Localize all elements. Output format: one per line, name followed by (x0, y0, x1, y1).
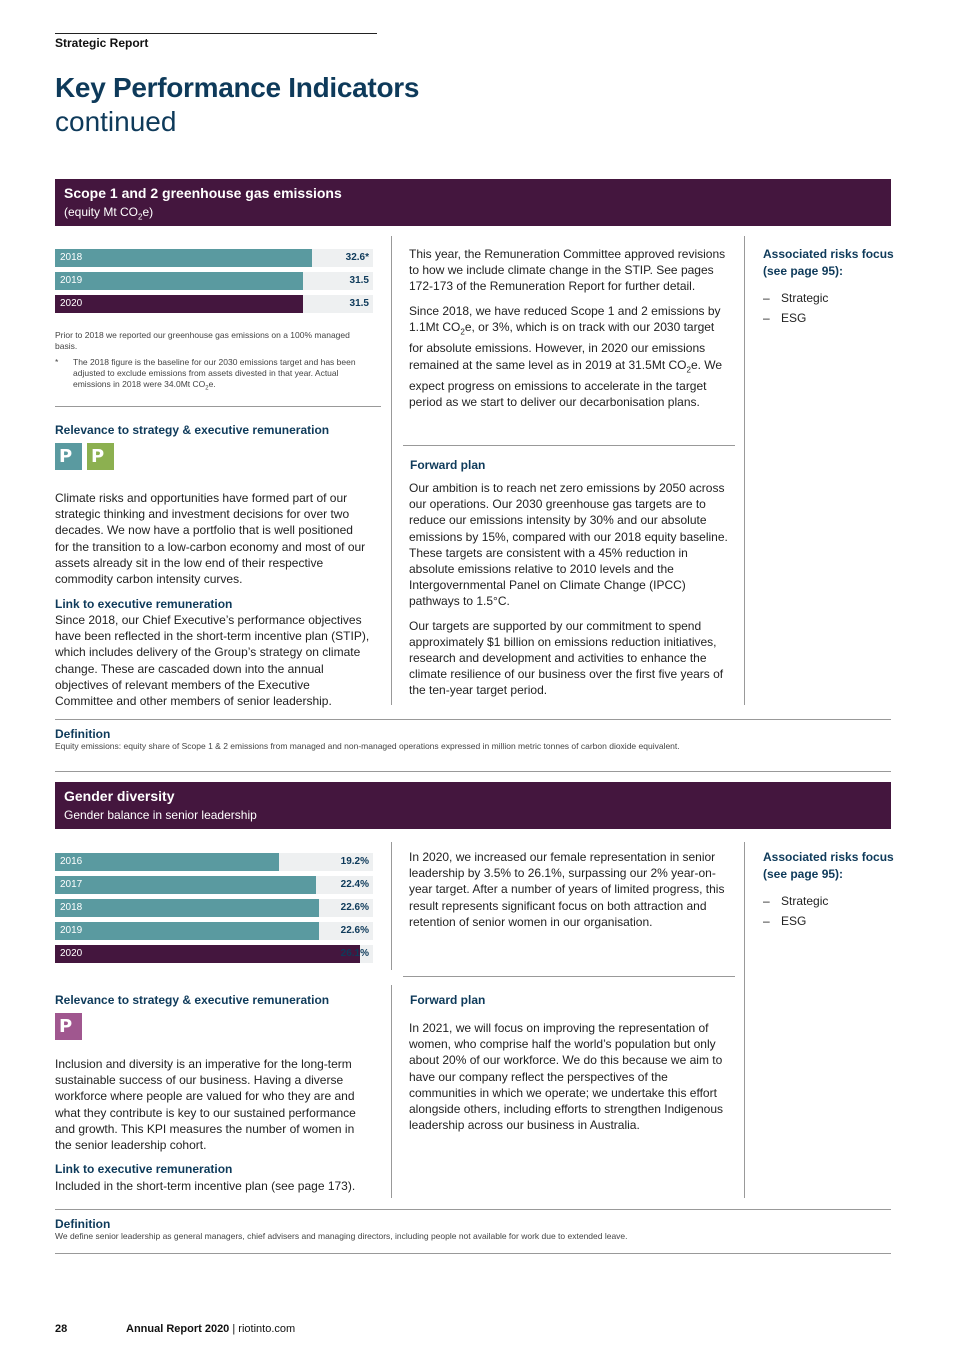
ghg-definition-text: Equity emissions: equity share of Scope 1 & 2 emissions from managed and non-managed operations expressed in million metric tonnes of carbon dioxide equivalent. (55, 741, 680, 751)
gender-badge-p-purple: P (55, 1013, 82, 1040)
gender-bar-label-2016: 2016 (60, 856, 83, 867)
gender-relevance-heading: Relevance to strategy & executive remuneration (55, 993, 330, 1007)
list-item: – ESG (763, 311, 807, 325)
ghg-bar-row-2020 (55, 295, 373, 313)
gender-link-heading: Link to executive remuneration (55, 1162, 233, 1176)
ghg-mid-p1: This year, the Remuneration Committee approved revisions to how we include climate change in the STIP. See pages 172-173 of the Remuneration Report for further detail. (409, 247, 726, 294)
ghg-forward-text (409, 480, 731, 707)
ghg-forward-heading: Forward plan (410, 458, 486, 472)
gender-forward-text: In 2021, we will focus on improving the representation of women, who comprise half the world’s population but only about 20% of our workforce. We do this because we aim to have our company reflect the perspectives of the communities in which we operate; we undertake this effort alongside others, including efforts to strengthen Indigenous leadership across our business in Australia. (409, 1021, 723, 1133)
ghg-badge-p-teal: P (55, 443, 82, 470)
ghg-left-divider (55, 406, 381, 407)
ghg-mid-text (409, 246, 729, 419)
ghg-subtitle: (equity Mt $CO_2e$) (64, 205, 154, 222)
ghg-note: Prior to 2018 we reported our greenhouse gas emissions on a 100% managed basis. (55, 330, 350, 351)
ghg-bar-value-2018: 32.6* (345, 252, 369, 263)
gender-definition-text: We define senior leadership as general managers, chief advisers and managing directors, including people not available for work due to extended leave. (55, 1231, 628, 1241)
ghg-bar-2018 (55, 249, 312, 267)
gender-link-text: Included in the short-term incentive plan (see page 173). (55, 1179, 356, 1193)
list-item: – Strategic (763, 894, 829, 908)
section-label: Strategic Report (55, 36, 149, 50)
gender-bar-2020 (55, 945, 360, 963)
ghg-bar-2020 (55, 295, 303, 313)
ghg-definition-heading: Definition (55, 727, 111, 741)
ghg-bar-value-2019: 31.5 (349, 275, 369, 286)
list-item: – ESG (763, 914, 807, 928)
gender-bar-label-2019: 2019 (60, 925, 83, 936)
ghg-link-text: Since 2018, our Chief Executive’s performance objectives have been reflected in the short-term incentive plan (STIP), which includes delivery of the Group’s strategy on climate change. These are cascaded down into the annual objectives of relevant members of the Executive Committee and other members of senior leadership. (55, 613, 370, 709)
gender-bar-label-2017: 2017 (60, 879, 83, 890)
gender-bar-2019 (55, 922, 319, 940)
gender-bar-value-2020: 26.1% (340, 948, 369, 959)
gender-header-band (55, 782, 891, 829)
gender-bar-value-2018: 22.6% (340, 902, 369, 913)
gender-risks-list (763, 891, 828, 931)
gender-title: Gender diversity (64, 788, 175, 804)
gender-bar-value-2019: 22.6% (340, 925, 369, 936)
ghg-column-divider-1 (391, 236, 392, 705)
ghg-forward-p1: Our ambition is to reach net zero emissions by 2050 across our operations. Our 2030 greenhouse gas targets are to reduce our emissions intensity by 30% and our absolute emissions by 15%, compared with our 2018 equity baseline. These targets are consistent with a 45% reduction in absolute emissions relative to 2010 levels and the Intergovernmental Panel on Climate Change (IPCC) pathways to 1.5°C. (409, 481, 728, 609)
ghg-bar-2019 (55, 272, 303, 290)
footer-text: Annual Report 2020 | riotinto.com (126, 1323, 296, 1335)
gender-risks-heading: Associated risks focus (see page 95): (763, 850, 894, 881)
ghg-mid-divider (403, 445, 735, 446)
ghg-forward-p2: Our targets are supported by our commitment to spend approximately $1 billion on emissions reduction initiatives, research and development and activities to enhance the climate resilience of our business over the first five years of the ten-year target period. (409, 618, 724, 698)
page-number: 28 (55, 1323, 68, 1335)
header-rule (55, 33, 377, 34)
gender-bar-label-2018: 2018 (60, 902, 83, 913)
ghg-header-band (55, 179, 891, 226)
ghg-definition-rule-bottom (55, 771, 891, 772)
gender-bar-row-2018 (55, 899, 373, 917)
gender-column-divider-1a (391, 842, 392, 970)
ghg-bar-row-2019 (55, 272, 373, 290)
gender-forward-heading: Forward plan (410, 993, 486, 1007)
ghg-relevance-text: Climate risks and opportunities have formed part of our strategic thinking and investment decisions for over two decades. We now have a portfolio that is well positioned for the transition to a low-carbon economy and most of our assets already sit in the low end of their respective commodity carbon intensity curves. (55, 491, 366, 587)
gender-mid-divider (403, 976, 735, 977)
list-item: – Strategic (763, 291, 829, 305)
gender-bar-value-2016: 19.2% (340, 856, 369, 867)
ghg-mid-p2: Since 2018, we have reduced Scope 1 and 2 emissions by 1.1Mt $CO_2e$, or 3%, which is on track with our 2030 target for absolute emissions. However, in 2020 our emissions remained at the same level as in 2019 at 31.5Mt $CO_2e$. We expect progress on emissions to accelerate in the target period as we start to deliver our decarbonisation plans. (409, 303, 723, 410)
page-subtitle: continued (55, 106, 177, 137)
gender-bar-row-2020 (55, 945, 373, 963)
gender-bar-row-2016 (55, 853, 373, 871)
ghg-title: Scope 1 and 2 greenhouse gas emissions (64, 185, 342, 201)
gender-bar-2018 (55, 899, 319, 917)
ghg-bar-label-2019: 2019 (60, 275, 83, 286)
ghg-badge-p-green: P (87, 443, 114, 470)
ghg-column-divider-2 (744, 236, 745, 705)
gender-subtitle: Gender balance in senior leadership (64, 808, 257, 822)
gender-mid-text: In 2020, we increased our female representation in senior leadership by 3.5% to 26.1%, surpassing our 2% year-on-year target. After a number of years of limited progress, this result represents significant focus on both attraction and retention of senior women in our organisation. (409, 850, 725, 929)
ghg-bar-label-2020: 2020 (60, 298, 83, 309)
ghg-relevance-heading: Relevance to strategy & executive remuneration (55, 423, 330, 437)
gender-definition-heading: Definition (55, 1217, 111, 1231)
gender-bar-label-2020: 2020 (60, 948, 83, 959)
gender-definition-rule-bottom (55, 1253, 891, 1254)
ghg-footnote: * The 2018 figure is the baseline for our 2030 emissions target and has been adjusted to exclude emissions from assets divested in that year. Actual emissions in 2018 were 34.0Mt $CO_2e$. (55, 357, 356, 392)
gender-column-divider-2 (744, 842, 745, 1198)
ghg-bar-value-2020: 31.5 (349, 298, 369, 309)
gender-bar-row-2017 (55, 876, 373, 894)
gender-definition-rule-top (55, 1209, 891, 1210)
ghg-risks-list (763, 288, 828, 328)
ghg-bar-label-2018: 2018 (60, 252, 83, 263)
gender-bar-row-2019 (55, 922, 373, 940)
gender-relevance-text: Inclusion and diversity is an imperative for the long-term sustainable success of our business. Having a diverse workforce where people are valued for who they are and what they contribute is key to our sustained performance and growth. This KPI measures the number of women in the senior leadership cohort. (55, 1057, 356, 1153)
ghg-definition-rule-top (55, 719, 891, 720)
gender-bar-2017 (55, 876, 316, 894)
gender-column-divider-1b (391, 985, 392, 1198)
page-title: Key Performance Indicators (55, 72, 420, 103)
gender-bar-2016 (55, 853, 279, 871)
ghg-risks-heading: Associated risks focus (see page 95): (763, 247, 894, 278)
ghg-bar-row-2018 (55, 249, 373, 267)
ghg-link-heading: Link to executive remuneration (55, 597, 233, 611)
gender-bar-value-2017: 22.4% (340, 879, 369, 890)
